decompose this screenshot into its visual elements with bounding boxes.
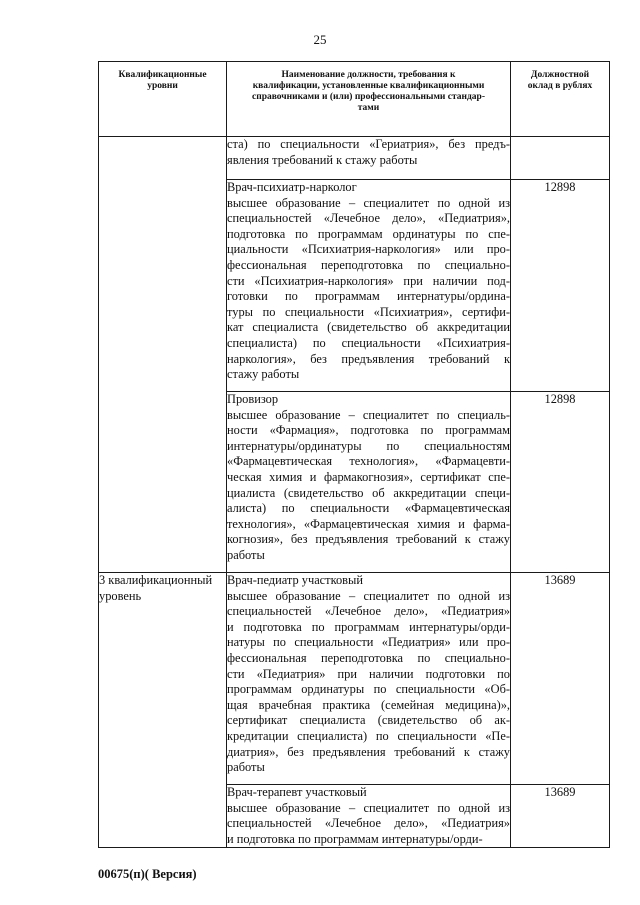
position-requirements-cell bbox=[227, 573, 511, 785]
text-line: и подготовка по программам интернатуры/орди- bbox=[227, 619, 510, 634]
salary-cell: 12898 bbox=[511, 180, 610, 392]
text-line: технология», «Фармацевтическая химия и фарма- bbox=[227, 516, 510, 531]
header-position-requirements bbox=[227, 62, 511, 137]
text-line: Врач-психиатр-нарколог bbox=[227, 180, 357, 194]
position-requirements-cell bbox=[227, 785, 511, 848]
text-line: высшее образование – специалитет по одной из bbox=[227, 588, 510, 603]
table-body bbox=[99, 137, 610, 848]
text-line: Врач-педиатр участковый bbox=[227, 573, 363, 587]
position-requirements-cell bbox=[227, 392, 511, 573]
text-line: кредитации специалиста) по специальности «Пе- bbox=[227, 728, 510, 743]
text-line: специальностей «Лечебное дело», «Педиатрия» bbox=[227, 816, 510, 831]
text-line: готовки по программам интернатуры/ордина- bbox=[227, 289, 510, 304]
text-line: 3 квалификационный bbox=[99, 573, 213, 587]
text-line: ности «Фармация», подготовка по программам bbox=[227, 423, 510, 438]
table-header-row bbox=[99, 62, 610, 137]
text-line: стажу работы bbox=[227, 367, 300, 382]
text-line: специальностей «Лечебное дело», «Педиатрия», bbox=[227, 211, 510, 226]
table-row bbox=[99, 137, 610, 180]
text-line: высшее образование – специалитет по специаль- bbox=[227, 407, 510, 422]
text-line: работы bbox=[227, 760, 265, 775]
text-line: подготовка по программам ординатуры по спе- bbox=[227, 226, 510, 241]
qualification-level-cell bbox=[99, 137, 227, 573]
text-line: уровень bbox=[99, 588, 142, 603]
header-text-line: Наименование должности, требования к bbox=[281, 70, 456, 80]
salary-cell: 13689 bbox=[511, 785, 610, 848]
text-line: когнозия», без предъявления требований к стажу bbox=[227, 532, 510, 547]
header-text-line: тами bbox=[357, 103, 380, 113]
header-qualification-levels bbox=[99, 62, 227, 137]
text-line: щая врачебная практика (семейная медицина)», bbox=[227, 697, 510, 712]
text-line: фессиональная переподготовка по специально- bbox=[227, 257, 510, 272]
document-footer-code: 00675(п)( Версия) bbox=[98, 867, 197, 881]
text-line: Провизор bbox=[227, 392, 279, 406]
salary-cell: 13689 bbox=[511, 573, 610, 785]
text-line: интернатуры/ординатуры по специальностям bbox=[227, 438, 510, 453]
page-number: 25 bbox=[313, 32, 327, 47]
text-line: сти «Педиатрия» при наличии подготовки по bbox=[227, 666, 510, 681]
text-line: явления требований к стажу работы bbox=[227, 152, 418, 167]
position-requirements-cell bbox=[227, 180, 511, 392]
text-line: специалиста) по специальности «Психиатрия- bbox=[227, 335, 510, 350]
text-line: работы bbox=[227, 547, 265, 562]
text-line: высшее образование – специалитет по одной из bbox=[227, 800, 510, 815]
text-line: натуры по специальности «Педиатрия» или про- bbox=[227, 635, 510, 650]
header-salary bbox=[511, 62, 610, 137]
table-row bbox=[99, 573, 610, 785]
text-line: циальности «Психиатрия-наркология» или про- bbox=[227, 242, 510, 257]
header-text-line: справочниками и (или) профессиональными стандар- bbox=[252, 92, 485, 102]
qualification-table bbox=[98, 61, 610, 848]
text-line: «Фармацевтическая технология», «Фармацевти- bbox=[227, 454, 510, 469]
text-line: специальностей «Лечебное дело», «Педиатрия» bbox=[227, 604, 510, 619]
text-line: Врач-терапевт участковый bbox=[227, 785, 367, 799]
position-requirements-cell bbox=[227, 137, 511, 180]
text-line: фессиональная переподготовка по специально- bbox=[227, 650, 510, 665]
text-line: сертификат специалиста (свидетельство об ак- bbox=[227, 713, 510, 728]
header-text-line: Квалификационные bbox=[118, 70, 207, 80]
header-text-line: Должностной bbox=[530, 70, 590, 80]
text-line: туры по специальности «Психиатрия», сертифи- bbox=[227, 304, 510, 319]
text-line: ста) по специальности «Гериатрия», без предъ- bbox=[227, 137, 510, 151]
header-text-line: уровни bbox=[147, 81, 178, 91]
text-line: алиста) по специальности «Фармацевтическая bbox=[227, 501, 510, 516]
header-text-line: квалификации, установленные квалификационными bbox=[252, 81, 485, 91]
text-line: и подготовка по программам интернатуры/орди- bbox=[227, 831, 483, 846]
text-line: программам ординатуры по специальности «Об- bbox=[227, 682, 510, 697]
text-line: ческая химия и фармакогнозия», сертификат спе- bbox=[227, 469, 510, 484]
salary-cell: 12898 bbox=[511, 392, 610, 573]
text-line: кат специалиста (свидетельство об аккредитации bbox=[227, 320, 510, 335]
header-text-line: оклад в рублях bbox=[527, 81, 593, 91]
text-line: сти «Психиатрия-наркология» при наличии под- bbox=[227, 273, 510, 288]
text-line: наркология», без предъявления требований к bbox=[227, 351, 510, 366]
text-line: диатрия», без предъявления требований к стажу bbox=[227, 744, 510, 759]
text-line: циалиста (свидетельство об аккредитации специ- bbox=[227, 485, 510, 500]
qualification-level-cell bbox=[99, 573, 227, 848]
text-line: высшее образование – специалитет по одной из bbox=[227, 195, 510, 210]
salary-cell bbox=[511, 137, 610, 180]
